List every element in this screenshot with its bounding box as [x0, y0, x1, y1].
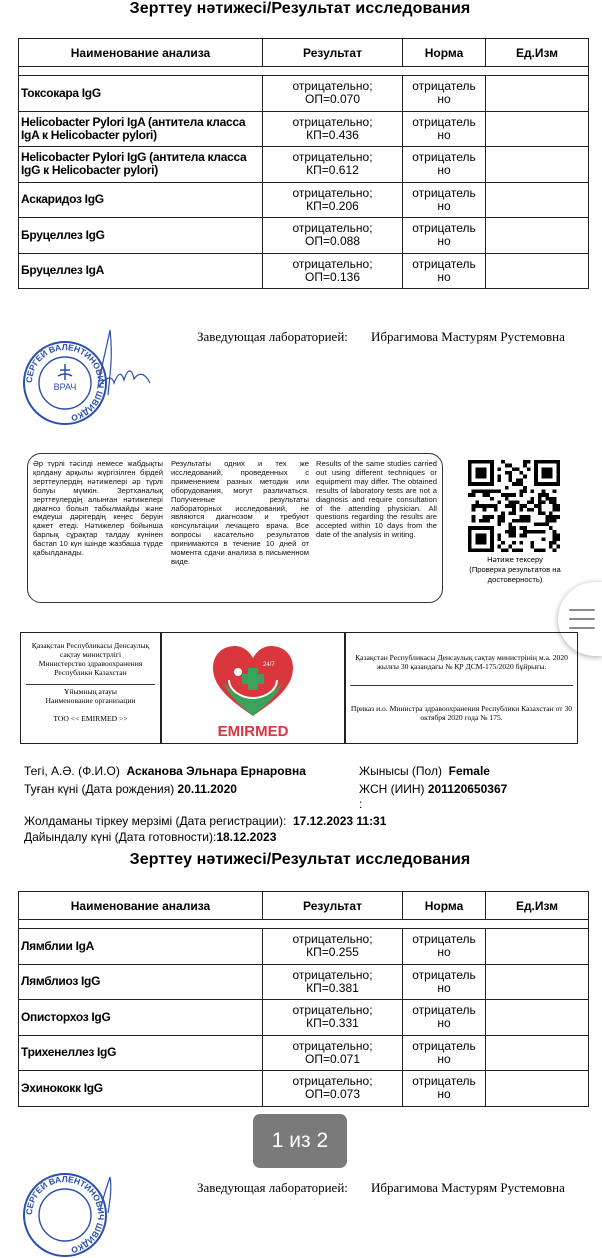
- patient-iin: [359, 782, 507, 796]
- page-title-2: Зерттеу нәтижесі/Результат исследования: [129, 851, 471, 868]
- analysis-unit: [486, 1035, 589, 1071]
- analysis-unit: [486, 76, 589, 112]
- analysis-unit: [486, 253, 589, 289]
- patient-fio: [24, 764, 306, 778]
- page-title: Зерттеу нәтижесі/Результат исследования: [129, 0, 471, 17]
- analysis-unit: [486, 111, 589, 147]
- analysis-result: отрицательно; ОП=0.071: [263, 1035, 403, 1071]
- analysis-name: Описторхоз IgG: [19, 1000, 263, 1036]
- logo-cell: [162, 633, 344, 743]
- svg-text:СЕРГЕЙ ВАЛЕНТИНОВИЧ ШВИДКО: СЕРГЕЙ ВАЛЕНТИНОВИЧ ШВИДКО: [23, 341, 107, 424]
- svg-text:24/7: 24/7: [263, 662, 275, 668]
- table-row: [19, 111, 589, 147]
- analysis-norm: отрицатель но: [403, 1071, 486, 1107]
- col-header-result: Результат: [263, 892, 403, 920]
- analysis-norm: отрицатель но: [403, 929, 486, 965]
- table-row: [19, 1071, 589, 1107]
- iin-colon: :: [359, 797, 363, 811]
- analysis-name: Токсокара IgG: [19, 76, 263, 112]
- table-row: [19, 76, 589, 112]
- org-label-kz: Ұйымның атауы: [63, 687, 118, 696]
- disclaimer-kz: Әр түрлі тәсілді немесе жабдықты қолдану арқылы жүргізілген бірдей зерттеулердің нәтижелері әр түрлі болуы мүмкін. Зертханалық зерттеулердің алынған нәтижелері диагноз болып табылмайды және емдеуші дәрігердің кеңес беруін қажет етеді. Нәтижелер бойынша барлық сұрақтар талдау күнінен бастап 10 күн ішінде жазбаша түрде қабылданады.: [33, 459, 163, 558]
- analysis-name: Лямблии IgA: [19, 929, 263, 965]
- qr-caption: [455, 555, 575, 585]
- analysis-unit: [486, 929, 589, 965]
- analysis-result: отрицательно; КП=0.331: [263, 1000, 403, 1036]
- analysis-result: отрицательно; КП=0.612: [263, 147, 403, 183]
- iin-label: ЖСН (ИИН): [359, 782, 425, 796]
- org-name: ТОО << EMIRMED >>: [53, 714, 128, 723]
- gender-label: Жынысы (Пол): [359, 764, 442, 778]
- analysis-name: Бруцеллез IgA: [19, 253, 263, 289]
- ministry-kz: Қазақстан Республикасы Денсаулық сақтау министрлігі: [31, 641, 150, 659]
- analysis-unit: [486, 1000, 589, 1036]
- reg-label: Жолдаманы тіркеу мерзімі (Дата регистрации):: [24, 814, 287, 828]
- table-row: [19, 929, 589, 965]
- ready-label: Дайындалу күні (Дата готовности):: [24, 830, 217, 844]
- table-header-row: [19, 892, 589, 920]
- order-kz: Қазақстан Республикасы Денсаулық сақтау министрінің м.а. 2020 жылғы 30 қазандағы № ҚР ДСМ-175/2020 бұйрығы.: [355, 653, 568, 671]
- table-header-row: [19, 39, 589, 67]
- analysis-norm: отрицатель но: [403, 1035, 486, 1071]
- fio-label: Тегі, А.Ә. (Ф.И.О): [24, 764, 120, 778]
- analysis-result: отрицательно; КП=0.206: [263, 182, 403, 218]
- analysis-name: Аскаридоз IgG: [19, 182, 263, 218]
- reg-value: 17.12.2023 11:31: [292, 814, 387, 828]
- col-header-unit: Ед.Изм: [486, 892, 589, 920]
- table-row: [19, 147, 589, 183]
- patient-dob: [24, 782, 237, 796]
- fio-value: Асканова Эльнара Ернаровна: [126, 764, 306, 778]
- analysis-norm: отрицатель но: [403, 182, 486, 218]
- svg-text:ВРАЧ: ВРАЧ: [53, 382, 77, 392]
- analysis-result: отрицательно; ОП=0.070: [263, 76, 403, 112]
- analysis-name: Бруцеллез IgG: [19, 218, 263, 254]
- analysis-result: отрицательно; ОП=0.088: [263, 218, 403, 254]
- analysis-result: отрицательно; ОП=0.136: [263, 253, 403, 289]
- signature-icon-2: [88, 1175, 128, 1213]
- analysis-result: отрицательно; КП=0.436: [263, 111, 403, 147]
- analysis-unit: [486, 182, 589, 218]
- disclaimer-ru: Результаты одних и тех же исследований, проведенных с применением разных методик или оборудования, могут различаться. Полученные результаты лабораторных исследований, не являются диагнозом и требуют консультации лечащего врача. Все вопросы касательно результатов принимаются в течение 10 дней от момента сдачи анализа в письменном виде.: [171, 459, 309, 566]
- qr-code-icon[interactable]: [468, 460, 560, 552]
- col-header-result: Результат: [263, 39, 403, 67]
- analysis-norm: отрицатель но: [403, 111, 486, 147]
- analysis-norm: отрицатель но: [403, 1000, 486, 1036]
- table-row: [19, 182, 589, 218]
- emirmed-logo-icon: [193, 636, 313, 742]
- table-row: [19, 253, 589, 289]
- analysis-norm: отрицатель но: [403, 253, 486, 289]
- disclaimer-en: Results of the same studies carried out using different techniques or equipment may differ. The obtained results of laboratory tests are not a diagnosis and require consultation of the attending physician. All questions regarding the results are accepted within 10 days from the date of the analysis in writing.: [316, 459, 437, 540]
- lab-head-label-2: Заведующая лабораторией:: [197, 1180, 348, 1195]
- table-row: [19, 1035, 589, 1071]
- analysis-unit: [486, 964, 589, 1000]
- analysis-norm: отрицатель но: [403, 76, 486, 112]
- svg-text:EMIRMED: EMIRMED: [217, 723, 289, 740]
- patient-ready-date: [24, 830, 276, 844]
- ministry-ru: Министерство здравоохранения Республики Казахстан: [38, 659, 143, 677]
- qr-caption-kz: Нәтиже тексеру: [487, 555, 543, 564]
- analysis-norm: отрицатель но: [403, 218, 486, 254]
- lab-head-name: Ибрагимова Мастурям Рустемовна: [371, 329, 565, 344]
- page-indicator[interactable]: 1 из 2: [253, 1114, 347, 1168]
- org-header: [20, 632, 578, 744]
- analysis-unit: [486, 1071, 589, 1107]
- patient-gender: [359, 764, 490, 778]
- analysis-result: отрицательно; ОП=0.073: [263, 1071, 403, 1107]
- iin-value: 201120650367: [427, 782, 508, 796]
- analysis-unit: [486, 147, 589, 183]
- analysis-result: отрицательно; КП=0.381: [263, 964, 403, 1000]
- results-table-2: [18, 891, 589, 1107]
- table-row: [19, 218, 589, 254]
- dob-label: Туған күні (Дата рождения): [24, 782, 175, 796]
- analysis-name: Helicobacter Pylori IgA (антитела класса IgA к Helicobacter pylori): [19, 111, 263, 147]
- analysis-unit: [486, 218, 589, 254]
- signature-icon: [88, 325, 168, 400]
- order-cell: [346, 633, 577, 743]
- col-header-norm: Норма: [403, 892, 486, 920]
- org-ministry-cell: [21, 633, 160, 743]
- ready-value: 18.12.2023: [216, 830, 277, 844]
- analysis-norm: отрицатель но: [403, 147, 486, 183]
- analysis-name: Лямблиоз IgG: [19, 964, 263, 1000]
- analysis-result: отрицательно; КП=0.255: [263, 929, 403, 965]
- qr-caption-ru: (Проверка результатов на достоверность): [469, 565, 561, 584]
- table-row: [19, 964, 589, 1000]
- svg-text:СЕРГЕЙ ВАЛЕНТИНОВИЧ ШВИДКО: СЕРГЕЙ ВАЛЕНТИНОВИЧ ШВИДКО: [23, 1173, 107, 1256]
- col-header-unit: Ед.Изм: [486, 39, 589, 67]
- lab-head-label: Заведующая лабораторией:: [197, 329, 348, 344]
- patient-reg-date: [24, 814, 386, 828]
- table-row: [19, 1000, 589, 1036]
- order-ru: Приказ и.о. Министра здравоохранения Республики Казахстан от 30 октября 2020 года № 175.: [350, 704, 573, 722]
- results-table-1: [18, 38, 589, 289]
- lab-head-name-2: Ибрагимова Мастурям Рустемовна: [371, 1180, 565, 1195]
- analysis-name: Helicobacter Pylori IgG (антитела класса IgG к Helicobacter pylori): [19, 147, 263, 183]
- col-header-name: Наименование анализа: [19, 892, 263, 920]
- col-header-norm: Норма: [403, 39, 486, 67]
- gender-value: Female: [448, 764, 490, 778]
- analysis-name: Эхинококк IgG: [19, 1071, 263, 1107]
- analysis-name: Трихенеллез IgG: [19, 1035, 263, 1071]
- col-header-name: Наименование анализа: [19, 39, 263, 67]
- dob-value: 20.11.2020: [177, 782, 237, 796]
- analysis-norm: отрицатель но: [403, 964, 486, 1000]
- org-label-ru: Наименование организации: [45, 696, 136, 705]
